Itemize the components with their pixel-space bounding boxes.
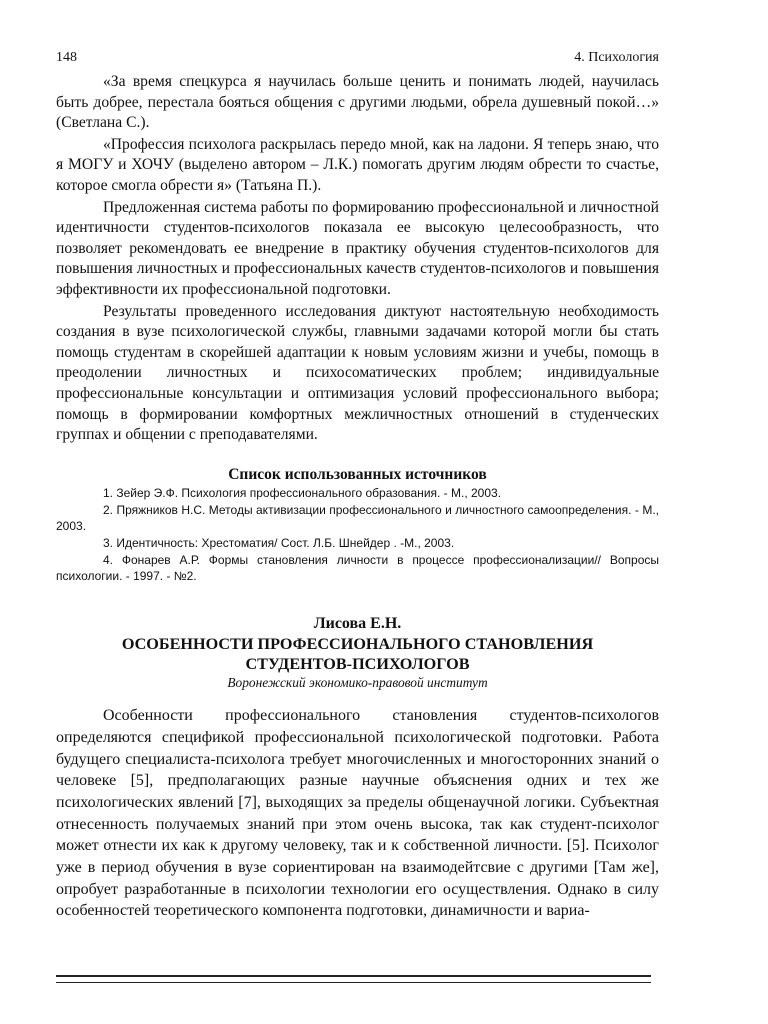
body-paragraph: Результаты проведенного исследования диктуют настоятельную необходимость создания в вузе психологической службы, главными задачами которой могли бы стать помощь студентам в скорейшей адаптации к новым условиям жизни и учебы, помощь в преодолении личностных и психосоматических проблем; индивидуальные профессиональные консультации и оптимизация условий профессионального выбора; помощь в формировании комфортных межличностных отношений в студенческих группах и общении с преподавателями. xyxy=(56,302,659,444)
page-number: 148 xyxy=(56,50,77,65)
article-institution: Воронежский экономико-правовой институт xyxy=(227,675,488,691)
footer-double-rule xyxy=(56,975,651,983)
section-title: 4. Психология xyxy=(574,50,659,65)
running-header xyxy=(56,50,659,72)
references-title: Список использованных источников xyxy=(228,465,487,483)
quote-paragraph: «Профессия психолога раскрылась передо мной, как на ладони. Я теперь знаю, что я МОГУ и ХОЧУ (выделено автором – Л.К.) помогать другим людям обрести то счастье, которое смогла обрести я» (Татьяна П.). xyxy=(56,135,659,194)
reference-item: 4. Фонарев А.Р. Формы становления личности в процессе профессионализации// Вопросы психологии. - 1997. - №2. xyxy=(56,553,659,583)
reference-item: 3. Идентичность: Хрестоматия/ Сост. Л.Б. Шнейдер . -М., 2003. xyxy=(103,535,455,550)
reference-item: 1. Зейер Э.Ф. Психология профессионального образования. - М., 2003. xyxy=(103,485,502,500)
article-title-line-2: СТУДЕНТОВ-ПСИХОЛОГОВ xyxy=(245,655,470,674)
article-title-line-1: ОСОБЕННОСТИ ПРОФЕССИОНАЛЬНОГО СТАНОВЛЕНИЯ xyxy=(121,635,594,654)
article-body-paragraph: Особенности профессионального становления студентов-психологов определяются спецификой профессиональной психологической подготовки. Работа будущего специалиста-психолога требует многочисленных и многосторонних знаний о человеке [5], предполагающих разные научные объяснения одних и тех же психологических явлений [7], выходящих за пределы общенаучной логики. Субъектная отнесенность получаемых знаний при этом очень высока, так как студент-психолог может отнести их как к другому человеку, так и к собственной личности. [5]. Психолог уже в период обучения в вузе сориентирован на взаимодейтсвие с другими [Там же], опробует разработанные в психологии технологии его осуществления. Однако в силу особенностей теоретического компонента подготовки, динамичности и вариа- xyxy=(56,707,659,920)
quote-paragraph: «За время спецкурса я научилась больше ценить и понимать людей, научилась быть добрее, перестала бояться общения с другими людьми, обрела душевный покой…» (Светлана С.). xyxy=(56,73,659,132)
article-author: Лисова Е.Н. xyxy=(313,615,402,633)
body-paragraph: Предложенная система работы по формированию профессиональной и личностной идентичности студентов-психологов показала ее высокую целесообразность, что позволяет рекомендовать ее внедрение в практику обучения студентов-психологов для повышения личностных и профессиональных качеств студентов-психологов и повышения эффективности их профессиональной подготовки. xyxy=(56,198,659,298)
reference-item: 2. Пряжников Н.С. Методы активизации профессионального и личностного самоопределения. - М., 2003. xyxy=(56,503,659,533)
page xyxy=(56,50,659,922)
